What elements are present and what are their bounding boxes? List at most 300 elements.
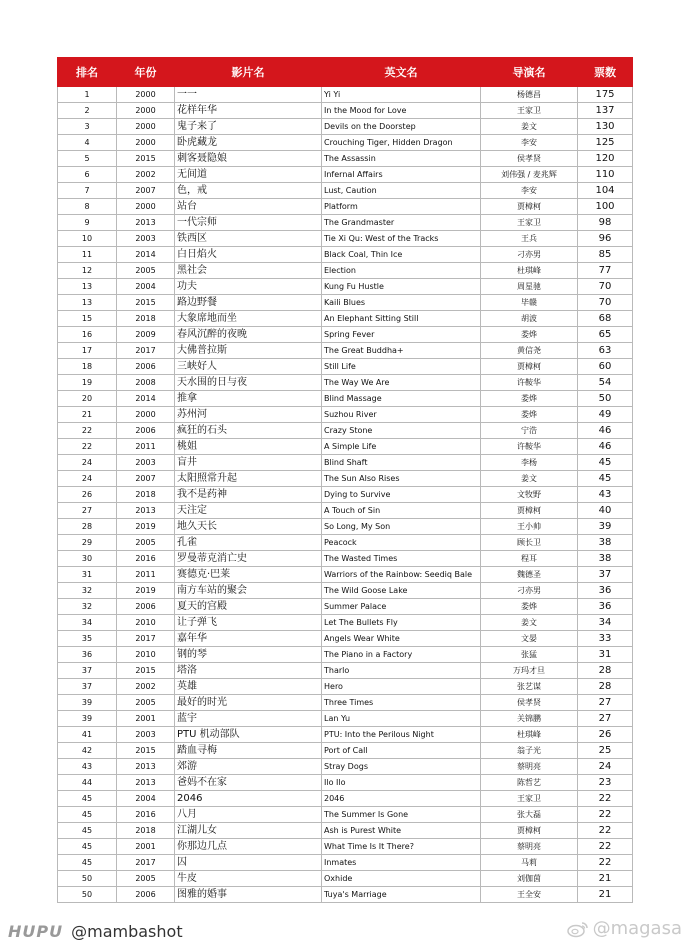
cell-year: 2018: [117, 823, 175, 839]
cell-title-en: Infernal Affairs: [322, 167, 481, 183]
table-row: [58, 279, 633, 295]
cell-votes: 100: [578, 199, 633, 215]
header-votes: 票数: [578, 58, 633, 87]
cell-title-en: Lan Yu: [322, 711, 481, 727]
cell-rank: 17: [58, 343, 117, 359]
cell-rank: 36: [58, 647, 117, 663]
cell-director: 顾长卫: [481, 535, 578, 551]
cell-title-cn: 刺客聂隐娘: [175, 151, 322, 167]
footer-right-handle: @magasa: [592, 918, 682, 939]
cell-votes: 50: [578, 391, 633, 407]
footer-right-watermark: [567, 918, 682, 939]
cell-title-cn: 盲井: [175, 455, 322, 471]
table-row: [58, 263, 633, 279]
cell-title-cn: 钢的琴: [175, 647, 322, 663]
table-row: [58, 887, 633, 903]
cell-title-en: Kaili Blues: [322, 295, 481, 311]
cell-rank: 32: [58, 583, 117, 599]
cell-director: 程耳: [481, 551, 578, 567]
cell-year: 2004: [117, 791, 175, 807]
cell-title-en: Still Life: [322, 359, 481, 375]
cell-title-en: The Grandmaster: [322, 215, 481, 231]
cell-director: 娄烨: [481, 407, 578, 423]
cell-votes: 43: [578, 487, 633, 503]
cell-votes: 63: [578, 343, 633, 359]
cell-title-cn: 白日焰火: [175, 247, 322, 263]
cell-rank: 45: [58, 791, 117, 807]
cell-votes: 39: [578, 519, 633, 535]
cell-title-en: A Touch of Sin: [322, 503, 481, 519]
cell-title-cn: 疯狂的石头: [175, 423, 322, 439]
cell-votes: 28: [578, 663, 633, 679]
cell-title-en: Oxhide: [322, 871, 481, 887]
cell-director: 王小帅: [481, 519, 578, 535]
table-row: [58, 455, 633, 471]
cell-votes: 28: [578, 679, 633, 695]
cell-title-en: The Summer Is Gone: [322, 807, 481, 823]
table-row: [58, 647, 633, 663]
cell-title-cn: 南方车站的聚会: [175, 583, 322, 599]
cell-year: 2003: [117, 727, 175, 743]
cell-rank: 7: [58, 183, 117, 199]
cell-year: 2011: [117, 567, 175, 583]
cell-year: 2000: [117, 199, 175, 215]
cell-votes: 54: [578, 375, 633, 391]
cell-votes: 85: [578, 247, 633, 263]
cell-rank: 5: [58, 151, 117, 167]
header-director: 导演名: [481, 58, 578, 87]
cell-rank: 44: [58, 775, 117, 791]
cell-director: 刘伽茵: [481, 871, 578, 887]
cell-title-en: Tharlo: [322, 663, 481, 679]
cell-rank: 21: [58, 407, 117, 423]
cell-director: 杨德昌: [481, 87, 578, 103]
cell-year: 2015: [117, 295, 175, 311]
cell-votes: 36: [578, 583, 633, 599]
cell-title-cn: 牛皮: [175, 871, 322, 887]
cell-rank: 8: [58, 199, 117, 215]
cell-director: 杜琪峰: [481, 263, 578, 279]
cell-rank: 19: [58, 375, 117, 391]
cell-rank: 43: [58, 759, 117, 775]
cell-rank: 31: [58, 567, 117, 583]
cell-director: 蔡明亮: [481, 759, 578, 775]
cell-title-cn: 桃姐: [175, 439, 322, 455]
cell-director: 杜琪峰: [481, 727, 578, 743]
cell-rank: 50: [58, 887, 117, 903]
cell-year: 2010: [117, 615, 175, 631]
table-header-row: [58, 58, 633, 87]
cell-rank: 9: [58, 215, 117, 231]
cell-title-cn: 罗曼蒂克消亡史: [175, 551, 322, 567]
cell-title-cn: 2046: [175, 791, 322, 807]
cell-rank: 10: [58, 231, 117, 247]
cell-director: 文晏: [481, 631, 578, 647]
cell-title-cn: 地久天长: [175, 519, 322, 535]
table-row: [58, 327, 633, 343]
cell-director: 魏德圣: [481, 567, 578, 583]
cell-director: 侯孝贤: [481, 151, 578, 167]
cell-director: 关锦鹏: [481, 711, 578, 727]
table-row: [58, 343, 633, 359]
table-row: [58, 183, 633, 199]
cell-director: 文牧野: [481, 487, 578, 503]
cell-rank: 22: [58, 423, 117, 439]
cell-votes: 60: [578, 359, 633, 375]
cell-year: 2007: [117, 471, 175, 487]
cell-votes: 21: [578, 871, 633, 887]
cell-director: 姜文: [481, 471, 578, 487]
cell-year: 2005: [117, 695, 175, 711]
cell-year: 2018: [117, 487, 175, 503]
cell-title-cn: 爸妈不在家: [175, 775, 322, 791]
cell-title-cn: 孔雀: [175, 535, 322, 551]
cell-year: 2001: [117, 839, 175, 855]
cell-rank: 18: [58, 359, 117, 375]
cell-year: 2009: [117, 327, 175, 343]
cell-title-en: The Piano in a Factory: [322, 647, 481, 663]
cell-votes: 37: [578, 567, 633, 583]
header-rank: 排名: [58, 58, 117, 87]
cell-year: 2006: [117, 599, 175, 615]
table-row: [58, 407, 633, 423]
cell-title-cn: 春风沉醉的夜晚: [175, 327, 322, 343]
cell-title-cn: 郊游: [175, 759, 322, 775]
cell-title-en: Peacock: [322, 535, 481, 551]
cell-title-cn: 一一: [175, 87, 322, 103]
cell-director: 宁浩: [481, 423, 578, 439]
cell-year: 2002: [117, 679, 175, 695]
cell-rank: 39: [58, 695, 117, 711]
cell-votes: 65: [578, 327, 633, 343]
cell-director: 李安: [481, 135, 578, 151]
cell-rank: 37: [58, 663, 117, 679]
table-row: [58, 839, 633, 855]
cell-director: 王家卫: [481, 103, 578, 119]
table-body: [58, 87, 633, 903]
cell-title-en: Let The Bullets Fly: [322, 615, 481, 631]
cell-director: 蔡明亮: [481, 839, 578, 855]
cell-title-cn: 鬼子来了: [175, 119, 322, 135]
table-row: [58, 503, 633, 519]
table-row: [58, 135, 633, 151]
cell-title-en: Lust, Caution: [322, 183, 481, 199]
cell-rank: 32: [58, 599, 117, 615]
cell-votes: 120: [578, 151, 633, 167]
header-year: 年份: [117, 58, 175, 87]
cell-votes: 77: [578, 263, 633, 279]
table-row: [58, 855, 633, 871]
cell-title-cn: 最好的时光: [175, 695, 322, 711]
cell-votes: 49: [578, 407, 633, 423]
cell-votes: 23: [578, 775, 633, 791]
cell-votes: 21: [578, 887, 633, 903]
cell-rank: 13: [58, 295, 117, 311]
cell-year: 2005: [117, 263, 175, 279]
cell-year: 2011: [117, 439, 175, 455]
cell-votes: 70: [578, 295, 633, 311]
cell-title-cn: 黑社会: [175, 263, 322, 279]
cell-title-cn: 英雄: [175, 679, 322, 695]
table-row: [58, 663, 633, 679]
cell-title-en: PTU: Into the Perilous Night: [322, 727, 481, 743]
cell-director: 周星驰: [481, 279, 578, 295]
table-row: [58, 87, 633, 103]
cell-title-cn: 路边野餐: [175, 295, 322, 311]
cell-year: 2006: [117, 887, 175, 903]
cell-year: 2000: [117, 135, 175, 151]
table-row: [58, 759, 633, 775]
cell-votes: 46: [578, 423, 633, 439]
cell-director: 娄烨: [481, 391, 578, 407]
table-row: [58, 551, 633, 567]
table-row: [58, 247, 633, 263]
cell-votes: 38: [578, 535, 633, 551]
cell-year: 2017: [117, 631, 175, 647]
cell-director: 万玛才旦: [481, 663, 578, 679]
cell-year: 2019: [117, 583, 175, 599]
cell-votes: 104: [578, 183, 633, 199]
cell-title-cn: PTU 机动部队: [175, 727, 322, 743]
cell-title-en: Ash is Purest White: [322, 823, 481, 839]
cell-title-en: Angels Wear White: [322, 631, 481, 647]
cell-rank: 29: [58, 535, 117, 551]
cell-title-en: In the Mood for Love: [322, 103, 481, 119]
table-row: [58, 231, 633, 247]
cell-year: 2008: [117, 375, 175, 391]
cell-director: 王家卫: [481, 791, 578, 807]
cell-title-cn: 嘉年华: [175, 631, 322, 647]
table-row: [58, 311, 633, 327]
cell-title-cn: 让子弹飞: [175, 615, 322, 631]
table-row: [58, 103, 633, 119]
cell-title-en: Devils on the Doorstep: [322, 119, 481, 135]
cell-rank: 45: [58, 823, 117, 839]
cell-director: 张大磊: [481, 807, 578, 823]
cell-title-en: The Way We Are: [322, 375, 481, 391]
cell-title-en: Election: [322, 263, 481, 279]
cell-title-en: A Simple Life: [322, 439, 481, 455]
cell-year: 2019: [117, 519, 175, 535]
cell-rank: 2: [58, 103, 117, 119]
cell-year: 2001: [117, 711, 175, 727]
cell-rank: 42: [58, 743, 117, 759]
table-row: [58, 535, 633, 551]
cell-rank: 20: [58, 391, 117, 407]
cell-votes: 130: [578, 119, 633, 135]
cell-title-en: The Assassin: [322, 151, 481, 167]
cell-title-en: So Long, My Son: [322, 519, 481, 535]
cell-year: 2000: [117, 87, 175, 103]
header-title-cn: 影片名: [175, 58, 322, 87]
cell-director: 娄烨: [481, 599, 578, 615]
cell-rank: 6: [58, 167, 117, 183]
cell-title-cn: 天水围的日与夜: [175, 375, 322, 391]
cell-rank: 1: [58, 87, 117, 103]
cell-year: 2010: [117, 647, 175, 663]
cell-year: 2015: [117, 743, 175, 759]
cell-year: 2017: [117, 855, 175, 871]
cell-rank: 45: [58, 855, 117, 871]
cell-rank: 28: [58, 519, 117, 535]
cell-votes: 22: [578, 791, 633, 807]
footer-left-watermark: [8, 922, 183, 941]
cell-votes: 27: [578, 695, 633, 711]
cell-director: 王家卫: [481, 215, 578, 231]
table-row: [58, 167, 633, 183]
cell-title-en: Crazy Stone: [322, 423, 481, 439]
cell-director: 贾樟柯: [481, 359, 578, 375]
cell-rank: 26: [58, 487, 117, 503]
cell-title-en: Tuya's Marriage: [322, 887, 481, 903]
table-row: [58, 871, 633, 887]
cell-rank: 22: [58, 439, 117, 455]
cell-title-en: An Elephant Sitting Still: [322, 311, 481, 327]
cell-title-en: The Wild Goose Lake: [322, 583, 481, 599]
table-row: [58, 775, 633, 791]
cell-rank: 45: [58, 839, 117, 855]
cell-year: 2013: [117, 215, 175, 231]
cell-title-cn: 你那边几点: [175, 839, 322, 855]
cell-year: 2013: [117, 759, 175, 775]
cell-title-cn: 无间道: [175, 167, 322, 183]
cell-title-en: Dying to Survive: [322, 487, 481, 503]
cell-title-en: Tie Xi Qu: West of the Tracks: [322, 231, 481, 247]
cell-year: 2004: [117, 279, 175, 295]
table-row: [58, 567, 633, 583]
cell-title-cn: 大佛普拉斯: [175, 343, 322, 359]
cell-votes: 38: [578, 551, 633, 567]
cell-year: 2013: [117, 503, 175, 519]
cell-votes: 22: [578, 855, 633, 871]
cell-title-en: Spring Fever: [322, 327, 481, 343]
cell-votes: 22: [578, 823, 633, 839]
table-row: [58, 295, 633, 311]
cell-votes: 24: [578, 759, 633, 775]
cell-title-en: Black Coal, Thin Ice: [322, 247, 481, 263]
cell-rank: 24: [58, 455, 117, 471]
cell-director: 胡波: [481, 311, 578, 327]
cell-director: 陈哲艺: [481, 775, 578, 791]
cell-title-en: Suzhou River: [322, 407, 481, 423]
cell-votes: 36: [578, 599, 633, 615]
cell-director: 张猛: [481, 647, 578, 663]
table-row: [58, 583, 633, 599]
cell-title-cn: 色，戒: [175, 183, 322, 199]
cell-title-cn: 江湖儿女: [175, 823, 322, 839]
cell-title-cn: 大象席地而坐: [175, 311, 322, 327]
cell-title-en: Hero: [322, 679, 481, 695]
cell-title-cn: 功夫: [175, 279, 322, 295]
cell-title-cn: 夏天的宫殿: [175, 599, 322, 615]
cell-title-cn: 推拿: [175, 391, 322, 407]
table-row: [58, 519, 633, 535]
cell-director: 毕赣: [481, 295, 578, 311]
cell-title-cn: 我不是药神: [175, 487, 322, 503]
hupu-logo: HUPU: [8, 922, 64, 941]
cell-director: 娄烨: [481, 327, 578, 343]
cell-rank: 27: [58, 503, 117, 519]
cell-votes: 45: [578, 455, 633, 471]
cell-title-cn: 塔洛: [175, 663, 322, 679]
cell-rank: 50: [58, 871, 117, 887]
cell-director: 王全安: [481, 887, 578, 903]
cell-title-cn: 一代宗师: [175, 215, 322, 231]
cell-votes: 175: [578, 87, 633, 103]
cell-votes: 68: [578, 311, 633, 327]
cell-year: 2006: [117, 359, 175, 375]
cell-votes: 45: [578, 471, 633, 487]
cell-title-en: Summer Palace: [322, 599, 481, 615]
cell-title-en: Port of Call: [322, 743, 481, 759]
cell-title-en: The Great Buddha+: [322, 343, 481, 359]
table-row: [58, 487, 633, 503]
table-row: [58, 375, 633, 391]
cell-year: 2002: [117, 167, 175, 183]
cell-year: 2005: [117, 535, 175, 551]
cell-votes: 33: [578, 631, 633, 647]
cell-title-cn: 苏州河: [175, 407, 322, 423]
table-row: [58, 423, 633, 439]
cell-year: 2013: [117, 775, 175, 791]
cell-title-cn: 太阳照常升起: [175, 471, 322, 487]
cell-votes: 25: [578, 743, 633, 759]
cell-year: 2005: [117, 871, 175, 887]
cell-title-en: Three Times: [322, 695, 481, 711]
table-row: [58, 615, 633, 631]
cell-director: 贾樟柯: [481, 503, 578, 519]
cell-year: 2015: [117, 663, 175, 679]
cell-year: 2000: [117, 103, 175, 119]
cell-title-cn: 图雅的婚事: [175, 887, 322, 903]
cell-votes: 26: [578, 727, 633, 743]
cell-rank: 24: [58, 471, 117, 487]
cell-rank: 41: [58, 727, 117, 743]
cell-year: 2018: [117, 311, 175, 327]
table-row: [58, 599, 633, 615]
cell-title-en: 2046: [322, 791, 481, 807]
cell-title-cn: 三峡好人: [175, 359, 322, 375]
cell-votes: 98: [578, 215, 633, 231]
cell-votes: 31: [578, 647, 633, 663]
cell-title-cn: 站台: [175, 199, 322, 215]
ranking-table: [57, 57, 633, 903]
cell-title-en: The Wasted Times: [322, 551, 481, 567]
cell-title-cn: 天注定: [175, 503, 322, 519]
cell-votes: 34: [578, 615, 633, 631]
table-row: [58, 119, 633, 135]
cell-year: 2016: [117, 807, 175, 823]
cell-votes: 110: [578, 167, 633, 183]
table-row: [58, 471, 633, 487]
cell-rank: 16: [58, 327, 117, 343]
table-row: [58, 391, 633, 407]
table-row: [58, 711, 633, 727]
cell-year: 2014: [117, 247, 175, 263]
footer-left-handle: @mambashot: [71, 922, 183, 941]
cell-year: 2006: [117, 423, 175, 439]
cell-title-en: Blind Massage: [322, 391, 481, 407]
cell-title-en: The Sun Also Rises: [322, 471, 481, 487]
cell-title-en: Platform: [322, 199, 481, 215]
table-row: [58, 823, 633, 839]
cell-director: 贾樟柯: [481, 199, 578, 215]
cell-title-cn: 蓝宇: [175, 711, 322, 727]
cell-director: 侯孝贤: [481, 695, 578, 711]
cell-title-en: What Time Is It There?: [322, 839, 481, 855]
cell-director: 姜文: [481, 119, 578, 135]
cell-director: 王兵: [481, 231, 578, 247]
